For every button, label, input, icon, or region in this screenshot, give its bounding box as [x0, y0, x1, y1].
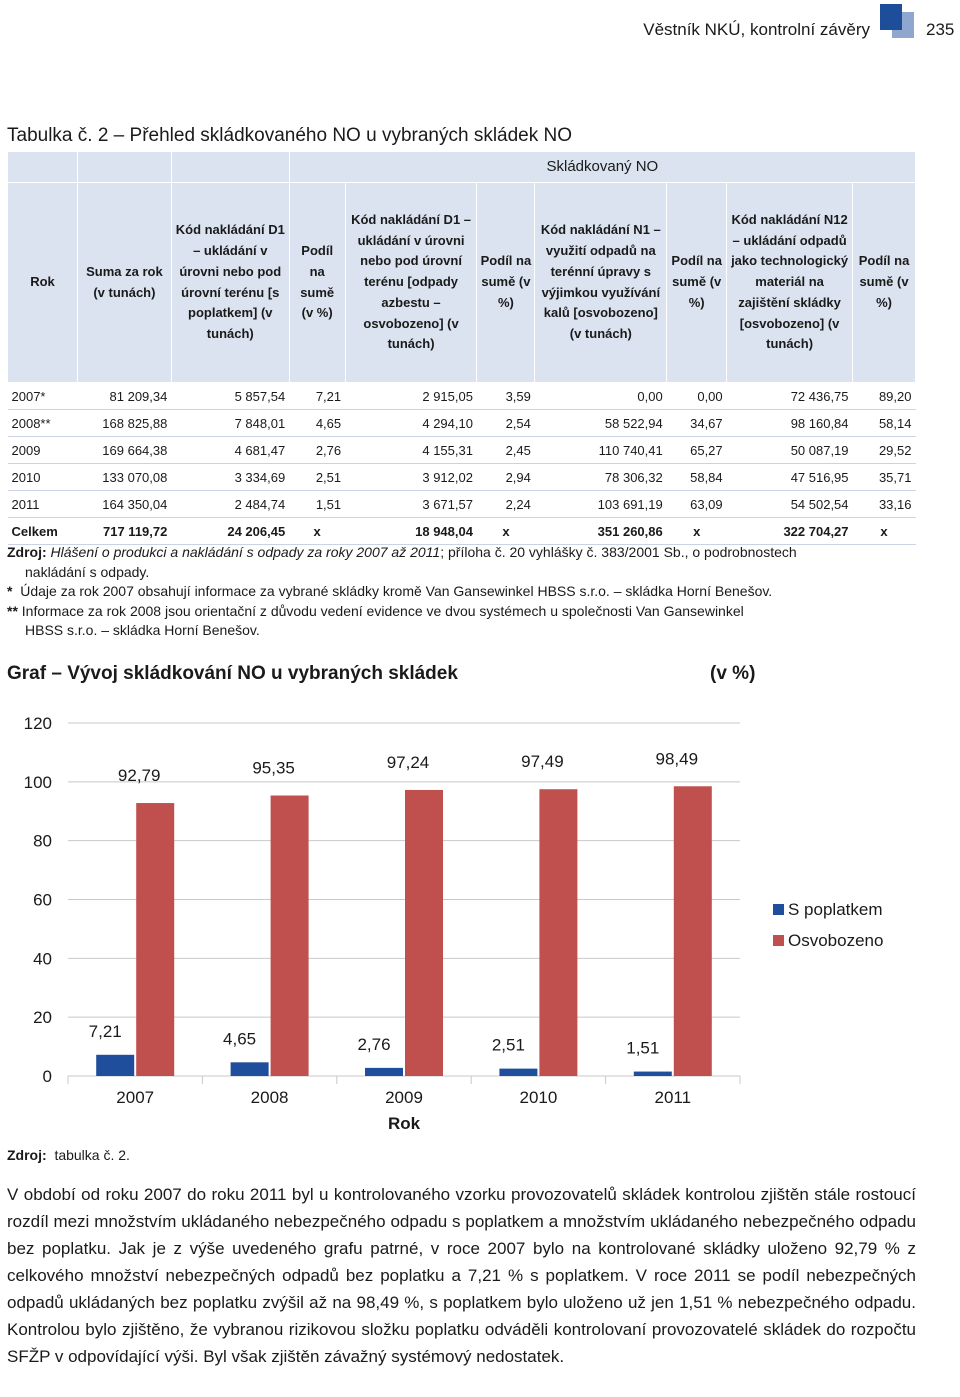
source-italic: Hlášení o produkci a nakládání s odpady za roky 2007 až 2011 — [50, 544, 441, 560]
header-spacer — [8, 152, 78, 183]
table-cell: 33,16 — [853, 491, 916, 518]
table-row — [8, 491, 916, 518]
table-cell: 7,21 — [289, 383, 345, 410]
table-cell: 2 915,05 — [345, 383, 477, 410]
y-tick-label: 80 — [33, 831, 52, 851]
table-cell: 35,71 — [853, 464, 916, 491]
table-cell: 58 522,94 — [535, 410, 667, 437]
note2-cont: HBSS s.r.o. – skládka Horní Benešov. — [25, 622, 260, 638]
bar-s-poplatkem — [365, 1068, 403, 1076]
bar-s-poplatkem — [634, 1072, 672, 1076]
table-cell: 7 848,01 — [171, 410, 289, 437]
table-cell: 63,09 — [667, 491, 727, 518]
table-cell: 0,00 — [535, 383, 667, 410]
source-cont: nakládání s odpady. — [25, 563, 150, 580]
table-title: Tabulka č. 2 – Přehled skládkovaného NO u vybraných skládek NO — [7, 125, 573, 146]
table-cell: 164 350,04 — [77, 491, 171, 518]
bar-osvobozeno — [539, 789, 577, 1076]
table-cell: 2009 — [8, 437, 78, 464]
table-cell: 2,94 — [477, 464, 535, 491]
x-axis-label: Rok — [387, 1114, 421, 1133]
table-row — [8, 437, 916, 464]
column-header: Podíl na sumě (v %) — [477, 183, 535, 383]
y-tick-label: 60 — [33, 890, 52, 910]
column-header: Podíl na sumě (v %) — [853, 183, 916, 383]
column-header: Rok — [8, 183, 78, 383]
data-label: 2,76 — [357, 1034, 391, 1054]
x-tick-label: 2007 — [116, 1088, 155, 1107]
y-tick-label: 0 — [42, 1067, 52, 1086]
note1-mark: * — [7, 583, 13, 599]
table-cell: 4 681,47 — [171, 437, 289, 464]
chart-source — [7, 1147, 130, 1163]
page-number: 235 — [926, 20, 955, 39]
source-rest: ; příloha č. 20 vyhlášky č. 383/2001 Sb., o podrobnostech — [440, 544, 797, 560]
source-label: Zdroj: — [7, 544, 47, 560]
table-cell: 4 294,10 — [345, 410, 477, 437]
table-cell: 103 691,19 — [535, 491, 667, 518]
legend-swatch — [773, 935, 784, 946]
data-label: 95,35 — [252, 758, 295, 778]
legend-label: S poplatkem — [788, 900, 883, 919]
table-cell: 58,84 — [667, 464, 727, 491]
column-header: Kód nakládání D1 – ukládání v úrovni nebo pod úrovní terénu [odpady azbestu – osvobozeno] (v tunách) — [345, 183, 477, 383]
table-cell: 29,52 — [853, 437, 916, 464]
table-cell: 50 087,19 — [727, 437, 853, 464]
data-label: 1,51 — [626, 1038, 660, 1058]
table-cell: 24 206,45 — [171, 518, 289, 545]
bar-s-poplatkem — [96, 1055, 134, 1076]
data-label: 97,24 — [386, 752, 430, 772]
table-row — [8, 464, 916, 491]
table-cell: 133 070,08 — [77, 464, 171, 491]
table-cell: 3 671,57 — [345, 491, 477, 518]
data-table — [7, 151, 916, 545]
chart-source-text: tabulka č. 2. — [54, 1147, 130, 1163]
note2-mark: ** — [7, 602, 18, 619]
table-cell: 54 502,54 — [727, 491, 853, 518]
table-cell: 322 704,27 — [727, 518, 853, 545]
table-cell: 34,67 — [667, 410, 727, 437]
bar-s-poplatkem — [231, 1062, 269, 1076]
column-header: Kód nakládání D1 – ukládání v úrovni nebo pod úrovní terénu [s poplatkem] (v tunách) — [171, 183, 289, 383]
note2-text: Informace za rok 2008 jsou orientační z důvodu vedení evidence ve dvou systémech u společnosti Van Gansewinkel — [21, 602, 744, 619]
table-cell: 81 209,34 — [77, 383, 171, 410]
table-cell: 2 484,74 — [171, 491, 289, 518]
table-cell: 351 260,86 — [535, 518, 667, 545]
table-cell: x — [853, 518, 916, 545]
table-cell: Celkem — [8, 518, 78, 545]
table-cell: 2,51 — [289, 464, 345, 491]
table-cell: 2,24 — [477, 491, 535, 518]
column-header: Podíl na sumě (v %) — [667, 183, 727, 383]
table-cell: 18 948,04 — [345, 518, 477, 545]
table-row — [8, 410, 916, 437]
header-spacer — [77, 152, 171, 183]
y-tick-label: 40 — [33, 949, 52, 969]
table-cell: 2007* — [8, 383, 78, 410]
chart-source-label: Zdroj: — [7, 1147, 47, 1163]
table-row — [8, 383, 916, 410]
bar-osvobozeno — [271, 796, 309, 1076]
data-label: 92,79 — [117, 766, 161, 786]
column-header: Kód nakládání N12 – ukládání odpadů jako technologický materiál na zajištění skládky [osvobozeno] (v tunách) — [727, 183, 853, 383]
body-paragraph: V období od roku 2007 do roku 2011 byl u kontrolovaného vzorku provozovatelů skládek kontrolou zjištěn stále rostoucí rozdíl mezi množstvím ukládaného nebezpečného odpadu s poplatkem a množstvím ukládaného nebezpečného odpadu bez poplatku. Jak je z výše uvedeného grafu patrné, v roce 2007 bylo na kontrolované skládky uloženo 92,79 % z celkového množství nebezpečných odpadů bez poplatku a 7,21 % s poplatkem. V roce 2011 se podíl nebezpečných odpadů ukládaných bez poplatku zvýšil až na 98,49 %, s poplatkem bylo uloženo už jen 1,51 % nebezpečného odpadu. Kontrolou bylo zjištěno, že vybranou rizikovou složku poplatku odváděli kontrolovaní provozovatelé skládek do rozpočtu SFŽP v odpovídající výši. Byl však zjištěn závažný systémový nedostatek. — [7, 1185, 916, 1366]
table-cell: 1,51 — [289, 491, 345, 518]
table-cell: 2,45 — [477, 437, 535, 464]
table-cell: 717 119,72 — [77, 518, 171, 545]
y-tick-label: 100 — [23, 772, 52, 792]
legend-label: Osvobozeno — [788, 931, 884, 950]
table-cell: 169 664,38 — [77, 437, 171, 464]
table-cell: 58,14 — [853, 410, 916, 437]
chart-unit: (v %) — [710, 663, 756, 684]
bar-chart — [0, 700, 960, 1140]
table-cell: 0,00 — [667, 383, 727, 410]
bar-osvobozeno — [674, 786, 712, 1076]
data-label: 7,21 — [88, 1021, 122, 1041]
column-header: Kód nakládání N1 – využití odpadů na terénní úpravy s výjimkou využívání kalů [osvobozeno] (v tunách) — [535, 183, 667, 383]
header-spacer — [171, 152, 289, 183]
table-cell: 65,27 — [667, 437, 727, 464]
table-cell: 2010 — [8, 464, 78, 491]
table-cell: x — [477, 518, 535, 545]
x-tick-label: 2011 — [654, 1088, 692, 1107]
table-cell: 98 160,84 — [727, 410, 853, 437]
y-tick-label: 120 — [23, 714, 52, 733]
table-cell: 78 306,32 — [535, 464, 667, 491]
running-header: Věstník NKÚ, kontrolní závěry — [643, 20, 870, 39]
x-tick-label: 2009 — [385, 1088, 423, 1107]
table-cell: 2,76 — [289, 437, 345, 464]
data-label: 98,49 — [655, 749, 699, 769]
table-cell: 72 436,75 — [727, 383, 853, 410]
table-cell: 168 825,88 — [77, 410, 171, 437]
bar-osvobozeno — [136, 803, 174, 1076]
table-cell: x — [289, 518, 345, 545]
table-cell: 4 155,31 — [345, 437, 477, 464]
data-label: 2,51 — [491, 1035, 525, 1055]
table-cell: 2011 — [8, 491, 78, 518]
column-header: Suma za rok (v tunách) — [77, 183, 171, 383]
y-tick-label: 20 — [33, 1008, 52, 1028]
note1-text: Údaje za rok 2007 obsahují informace za vybrané skládky kromě Van Gansewinkel HBSS s.r.o. – skládka Horní Benešov. — [20, 583, 773, 599]
table-total-row — [8, 518, 916, 545]
table-cell: 89,20 — [853, 383, 916, 410]
table-cell: 2,54 — [477, 410, 535, 437]
table-notes — [7, 543, 912, 641]
table-cell: 3,59 — [477, 383, 535, 410]
chart-title: Graf – Vývoj skládkování NO u vybraných skládek — [7, 663, 458, 684]
table-cell: 110 740,41 — [535, 437, 667, 464]
x-tick-label: 2010 — [519, 1088, 558, 1107]
table-cell: 3 334,69 — [171, 464, 289, 491]
bar-s-poplatkem — [499, 1069, 537, 1076]
column-header: Podíl na sumě (v %) — [289, 183, 345, 383]
logo-icon-front — [880, 4, 902, 30]
table-cell: 3 912,02 — [345, 464, 477, 491]
bar-osvobozeno — [405, 790, 443, 1076]
table-cell: 5 857,54 — [171, 383, 289, 410]
legend-swatch — [773, 904, 784, 915]
table-cell: x — [667, 518, 727, 545]
table-cell: 47 516,95 — [727, 464, 853, 491]
table-cell: 2008** — [8, 410, 78, 437]
data-label: 97,49 — [521, 752, 564, 772]
table-cell: 4,65 — [289, 410, 345, 437]
data-label: 4,65 — [223, 1029, 257, 1049]
group-header: Skládkovaný NO — [289, 152, 915, 183]
x-tick-label: 2008 — [250, 1088, 289, 1107]
